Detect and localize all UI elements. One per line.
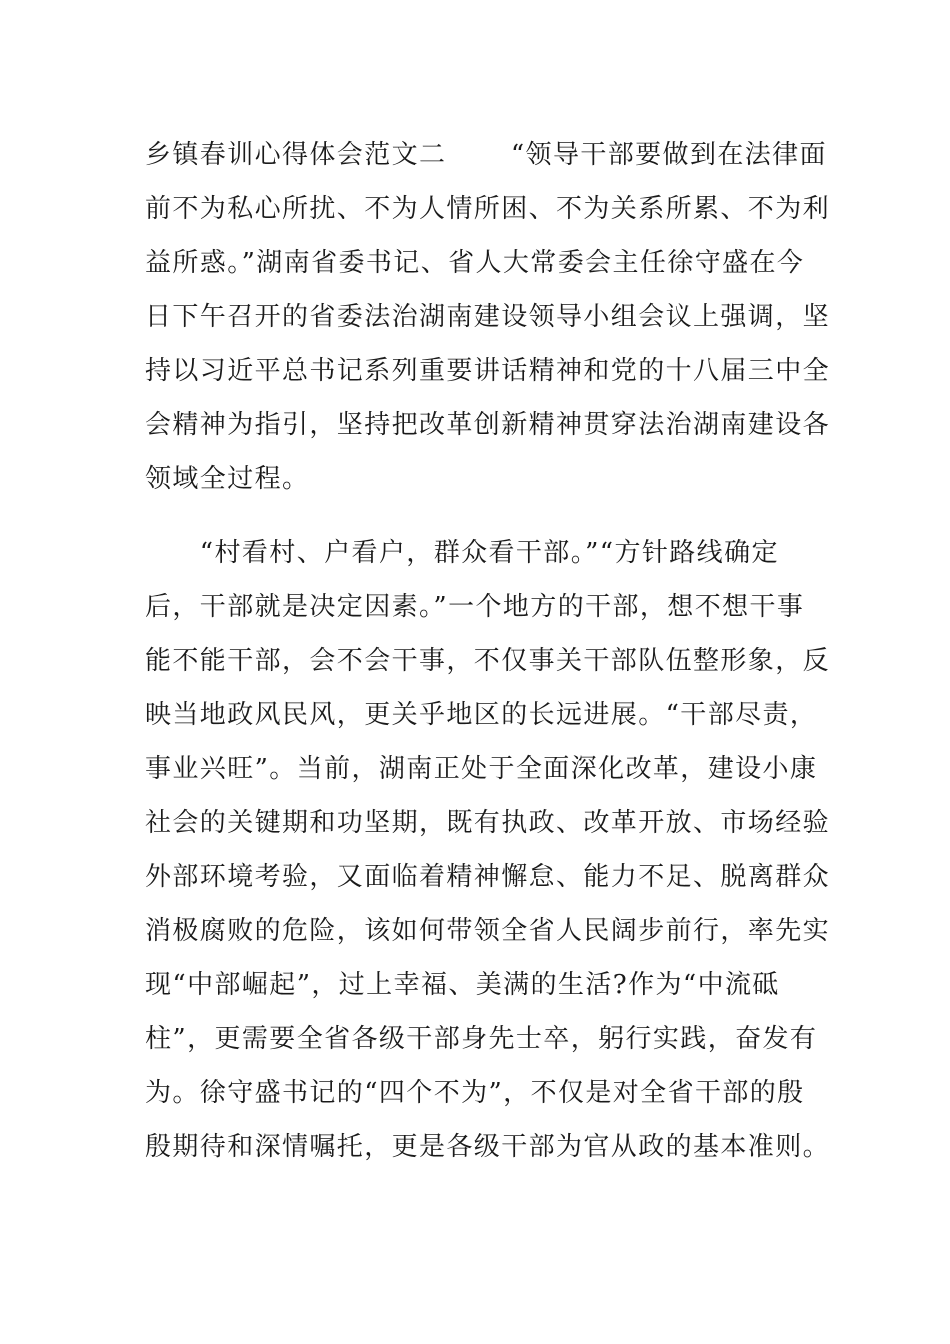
paragraph-line: 会精神为指引，坚持把改革创新精神贯穿法治湖南建设各	[145, 410, 831, 440]
paragraph-line: 映当地政风民风，更关乎地区的长远进展。“干部尽责，	[145, 700, 818, 730]
paragraph-line: 殷期待和深情嘱托，更是各级干部为官从政的基本准则。	[145, 1132, 831, 1162]
paragraph-line: 领域全过程。	[145, 464, 310, 494]
paragraph-line: 现“中部崛起”，过上幸福、美满的生活?作为“中流砥	[145, 970, 780, 1000]
paragraph-line: 外部环境考验，又面临着精神懈怠、能力不足、脱离群众	[145, 862, 831, 892]
paragraph-line: 前不为私心所扰、不为人情所困、不为关系所累、不为利	[145, 194, 831, 224]
paragraph-line: 益所惑。”湖南省委书记、省人大常委会主任徐守盛在今	[145, 248, 805, 278]
paragraph-line: 后，干部就是决定因素。”一个地方的干部，想不想干事	[145, 592, 805, 622]
paragraph-2	[145, 526, 831, 1174]
paragraph-line: 柱”，更需要全省各级干部身先士卒，躬行实践，奋发有	[145, 1024, 818, 1054]
paragraph-line: 能不能干部，会不会干事，不仅事关干部队伍整形象，反	[145, 646, 831, 676]
paragraph-line: “村看村、户看户，群众看干部。”“方针路线确定	[145, 538, 779, 568]
paragraph-1	[145, 128, 831, 506]
paragraph-line: 消极腐败的危险，该如何带领全省人民阔步前行，率先实	[145, 916, 831, 946]
paragraph-line: 乡镇春训心得体会范文二 “领导干部要做到在法律面	[145, 140, 827, 170]
paragraph-line: 持以习近平总书记系列重要讲话精神和党的十八届三中全	[145, 356, 831, 386]
paragraph-line: 事业兴旺”。当前，湖南正处于全面深化改革，建设小康	[145, 754, 818, 784]
paragraph-line: 为。徐守盛书记的“四个不为”，不仅是对全省干部的殷	[145, 1078, 805, 1108]
paragraph-line: 日下午召开的省委法治湖南建设领导小组会议上强调，坚	[145, 302, 831, 332]
paragraph-line: 社会的关键期和功坚期，既有执政、改革开放、市场经验	[145, 808, 831, 838]
